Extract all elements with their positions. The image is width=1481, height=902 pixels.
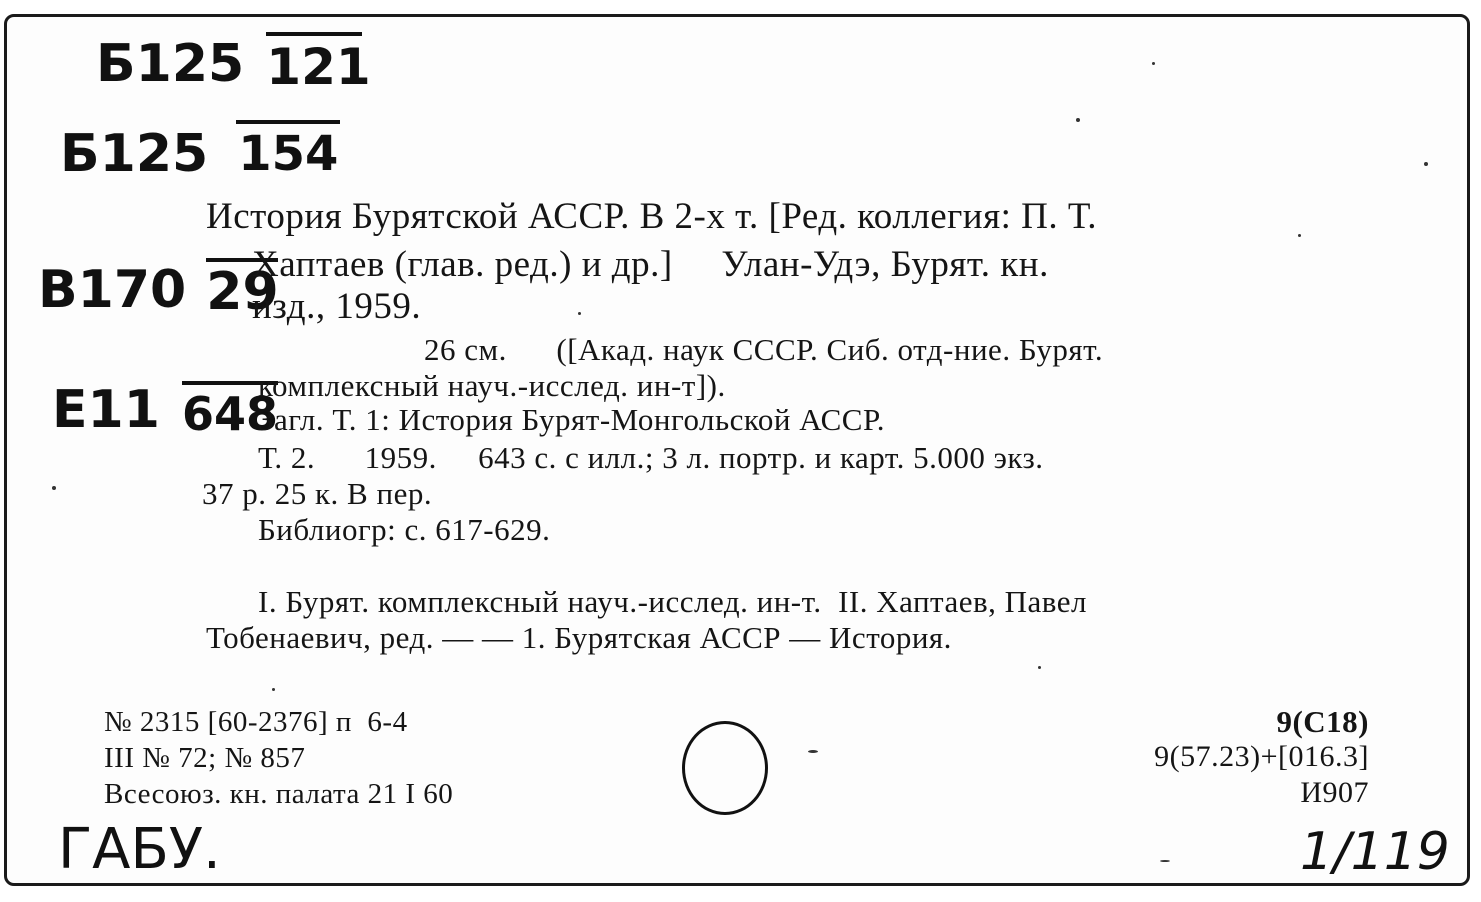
entry-note-vol1: Загл. Т. 1: История Бурят-Монгольской АССР. xyxy=(258,402,886,437)
footer-right-line-2: 9(57.23)+[016.3] xyxy=(1154,740,1369,773)
shelf-mark-2 xyxy=(60,124,340,186)
entry-subjects-line-2: Тобенаевич, ред. — — 1. Бурятская АССР — История. xyxy=(206,620,952,655)
shelf-mark-prefix: Б125 xyxy=(60,124,209,184)
footer-left-line-3: Всесоюз. кн. палата 21 I 60 xyxy=(104,778,454,810)
ink-speck xyxy=(1152,62,1155,65)
ink-speck xyxy=(1076,118,1080,122)
ink-speck xyxy=(578,312,581,315)
ink-speck xyxy=(1160,860,1170,862)
fraction-bar xyxy=(266,32,362,36)
shelf-mark-fraction xyxy=(236,120,340,182)
shelf-mark-fraction xyxy=(266,32,371,96)
shelf-mark-prefix: В170 xyxy=(38,260,187,320)
shelf-mark-prefix: Е11 xyxy=(52,380,160,440)
footer-left-line-2: III № 72; № 857 xyxy=(104,742,306,774)
fraction-bar xyxy=(236,120,340,124)
shelf-mark-denominator: 121 xyxy=(266,38,371,96)
ink-speck xyxy=(1298,234,1301,237)
shelf-mark-denominator: 154 xyxy=(238,126,339,182)
entry-title-line-2: Хаптаев (глав. ред.) и др.] Улан-Удэ, Бурят. кн. xyxy=(252,244,1049,285)
entry-subjects-line-1: I. Бурят. комплексный науч.-исслед. ин-т. II. Хаптаев, Павел xyxy=(258,584,1087,619)
shelf-mark-1 xyxy=(96,34,371,98)
footer-right-line-3: И907 xyxy=(1300,776,1369,809)
shelf-mark-prefix: Б125 xyxy=(96,34,245,94)
shelf-mark-denominator: 29 xyxy=(206,262,279,322)
entry-vol2-line-1: Т. 2. 1959. 643 с. с илл.; 3 л. портр. и карт. 5.000 экз. xyxy=(258,440,1044,475)
shelf-mark-4 xyxy=(52,380,279,441)
shelf-mark-denominator: 648 xyxy=(182,387,279,441)
footer-left-line-1: № 2315 [60-2376] п 6-4 xyxy=(104,706,408,738)
ink-speck xyxy=(808,750,818,753)
ink-speck xyxy=(1424,162,1428,166)
ink-speck xyxy=(1038,666,1041,669)
entry-title-line-3: изд., 1959. xyxy=(252,286,422,327)
entry-vol2-line-2: 37 р. 25 к. В пер. xyxy=(202,476,433,511)
entry-series-line-1: 26 см. ([Акад. наук СССР. Сиб. отд-ние. Бурят. xyxy=(424,332,1104,367)
ink-speck xyxy=(272,688,275,691)
circle-mark xyxy=(682,721,768,815)
shelf-mark-3 xyxy=(38,260,279,324)
footer-right-line-1: 9(С18) xyxy=(1276,704,1369,739)
entry-series-line-2: комплексный науч.-исслед. ин-т]). xyxy=(258,368,726,403)
handwritten-inventory-number: 1/119 xyxy=(1300,822,1450,882)
entry-title-line-1: История Бурятской АССР. В 2-х т. [Ред. коллегия: П. Т. xyxy=(206,196,1098,237)
ink-speck xyxy=(52,486,56,490)
handwritten-archive-mark: ГАБУ. xyxy=(58,817,221,882)
entry-bibliography: Библиогр: с. 617-629. xyxy=(258,512,551,547)
